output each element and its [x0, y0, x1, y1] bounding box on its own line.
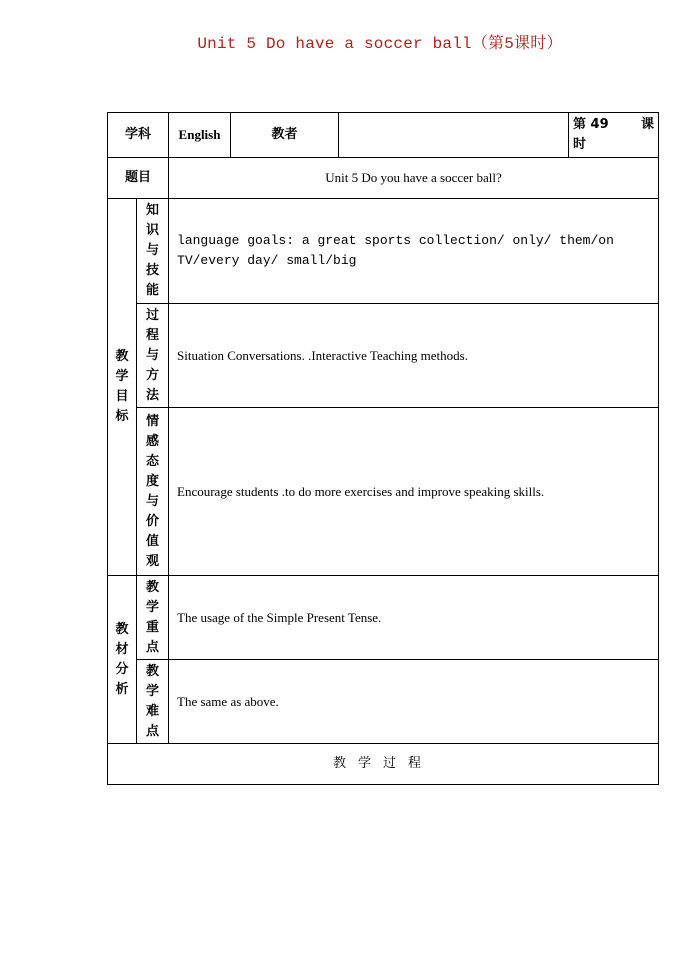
- goals-emotion-row: [108, 408, 659, 576]
- subject-value: English: [169, 113, 231, 158]
- difficulty-label: 教 学 难 点: [137, 660, 169, 744]
- emotion-label: 情 感 态 度 与 价 值 观: [137, 408, 169, 576]
- header-row: [108, 113, 659, 158]
- period-suffix: 课: [641, 117, 655, 132]
- teacher-label: 教者: [231, 113, 339, 158]
- analysis-label: 教 材 分 析: [108, 576, 137, 744]
- document-title: Unit 5 Do have a soccer ball（第5课时）: [197, 35, 563, 53]
- analysis-difficulty-row: [108, 660, 659, 744]
- topic-row: [108, 158, 659, 199]
- period-cell: [569, 113, 659, 158]
- key-label: 教 学 重 点: [137, 576, 169, 660]
- process-value: Situation Conversations. .Interactive Teaching methods.: [169, 304, 659, 408]
- knowledge-value: language goals: a great sports collection/ only/ them/on TV/every day/ small/big: [169, 199, 659, 304]
- period-line2: 时: [573, 137, 587, 152]
- teacher-value: [339, 113, 569, 158]
- knowledge-label: 知 识 与 技 能: [137, 199, 169, 304]
- topic-label: 题目: [108, 158, 169, 199]
- emotion-value: Encourage students .to do more exercises and improve speaking skills.: [169, 408, 659, 576]
- subject-label: 学科: [108, 113, 169, 158]
- lesson-plan-table: [107, 112, 659, 785]
- goals-process-row: [108, 304, 659, 408]
- analysis-key-row: [108, 576, 659, 660]
- goals-knowledge-row: [108, 199, 659, 304]
- process-label: 过 程 与 方 法: [137, 304, 169, 408]
- process-heading-row: [108, 744, 659, 785]
- process-heading: 教学过程: [108, 744, 659, 785]
- difficulty-value: The same as above.: [169, 660, 659, 744]
- period-prefix: 第 49: [573, 117, 609, 132]
- topic-value: Unit 5 Do you have a soccer ball?: [169, 158, 659, 199]
- goals-label: 教 学 目 标: [108, 199, 137, 576]
- key-value: The usage of the Simple Present Tense.: [169, 576, 659, 660]
